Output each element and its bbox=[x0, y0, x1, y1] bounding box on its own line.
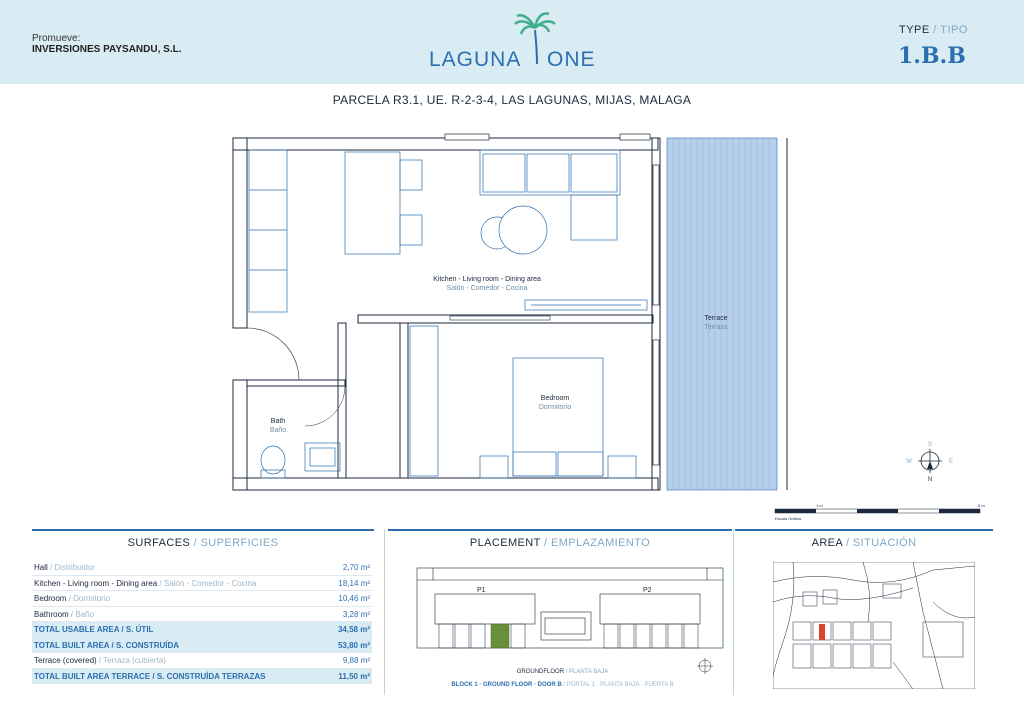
compass-s: S bbox=[927, 442, 933, 448]
placement-location-en: BLOCK 1 · GROUND FLOOR · DOOR B bbox=[451, 682, 562, 688]
divider-surfaces bbox=[32, 529, 374, 531]
surface-value: 18,14 m² bbox=[338, 578, 370, 588]
placement-plan bbox=[415, 566, 725, 686]
surface-value: 11,50 m² bbox=[338, 671, 370, 681]
surface-label: Bathroom bbox=[34, 609, 69, 619]
dining-table bbox=[345, 152, 422, 254]
surface-label-es: S. CONSTRUÍDA bbox=[115, 640, 180, 650]
surface-row: Terrace (covered) / Terraza (cubierta) 9,88 m² bbox=[32, 653, 372, 669]
room-label-living: Kitchen - Living room - Dining area bbox=[433, 276, 541, 283]
bed bbox=[480, 358, 636, 478]
surface-label-es: S. CONSTRUÍDA TERRAZAS bbox=[156, 671, 266, 681]
surface-value: 34,58 m² bbox=[337, 625, 370, 634]
tv-unit bbox=[525, 300, 647, 310]
compass-n: N bbox=[927, 477, 933, 483]
placement-p1: P1 bbox=[477, 587, 486, 594]
type-label-es: TIPO bbox=[940, 24, 968, 36]
surface-label: TOTAL BUILT AREA TERRACE bbox=[34, 671, 151, 681]
windows bbox=[445, 134, 659, 465]
type-label-en: TYPE bbox=[899, 24, 930, 36]
surfaces-table bbox=[32, 560, 372, 684]
entry-door-swing bbox=[247, 328, 299, 380]
compass-w: W bbox=[906, 459, 912, 465]
bathroom-fixtures bbox=[261, 443, 340, 478]
highlighted-unit bbox=[491, 624, 509, 648]
scale-bar bbox=[773, 500, 988, 524]
kitchen-counter bbox=[249, 150, 287, 312]
scale-note: Escala Gráfica bbox=[775, 516, 802, 521]
logo-word-right: ONE bbox=[547, 48, 596, 71]
area-title-en: AREA bbox=[811, 537, 843, 549]
surface-row-total: TOTAL BUILT AREA / S. CONSTRUÍDA 53,80 m² bbox=[32, 638, 372, 654]
area-map bbox=[773, 562, 975, 689]
area-title-es: SITUACIÓN bbox=[852, 537, 917, 549]
surface-value: 10,46 m² bbox=[338, 594, 370, 603]
promoter-label: Promueve: bbox=[32, 33, 81, 44]
logo-word-left: LAGUNA bbox=[429, 48, 522, 71]
surface-row: Bedroom / Dormitorio 10,46 m² bbox=[32, 591, 372, 607]
scale-end: 5 m bbox=[978, 503, 985, 508]
surface-label: Hall bbox=[34, 563, 48, 572]
placement-location-es: PORTAL 1 · PLANTA BAJA · PUERTA B bbox=[566, 682, 674, 688]
room-label-bath: Bath bbox=[270, 418, 286, 425]
surface-label: Terrace (covered) bbox=[34, 656, 97, 665]
room-label-terrace: Terrace bbox=[704, 315, 728, 322]
surface-label: Kitchen - Living room - Dining area bbox=[34, 578, 158, 588]
room-label-bedroom: Bedroom bbox=[540, 395, 570, 402]
placement-title-en: PLACEMENT bbox=[469, 537, 541, 549]
surface-value: 3,28 m² bbox=[342, 609, 370, 619]
type-value: 1.B.B bbox=[898, 43, 966, 69]
surface-value: 9,88 m² bbox=[342, 656, 370, 665]
placement-title: PLACEMENT / EMPLAZAMIENTO bbox=[469, 537, 651, 549]
surface-row-total: TOTAL USABLE AREA / S. ÚTIL 34,58 m² bbox=[32, 622, 372, 638]
surfaces-title: SURFACES / SUPERFICIES bbox=[127, 537, 279, 549]
laguna-one-logo bbox=[425, 12, 600, 74]
surface-label-es: Distribuidor bbox=[54, 563, 95, 572]
compass-icon bbox=[900, 437, 960, 485]
placement-p2: P2 bbox=[643, 587, 652, 594]
surface-label-es: S. ÚTIL bbox=[125, 625, 154, 634]
promoter-name: INVERSIONES PAYSANDU, S.L. bbox=[32, 44, 182, 55]
surface-label-es: Dormitorio bbox=[73, 594, 111, 603]
sliding-door bbox=[450, 316, 550, 320]
surface-value: 2,70 m² bbox=[342, 563, 370, 572]
divider-area bbox=[735, 529, 993, 531]
surface-label: Bedroom bbox=[34, 594, 67, 603]
vertical-divider-1 bbox=[384, 529, 385, 695]
placement-floor-label: GROUNDFLOOR bbox=[516, 669, 565, 675]
surfaces-title-en: SURFACES bbox=[127, 537, 191, 549]
placement-title-es: EMPLAZAMIENTO bbox=[550, 537, 651, 549]
placement-units bbox=[439, 624, 698, 648]
surface-label-es: Salón - Comedor - Cocina bbox=[163, 578, 257, 588]
type-label: TYPE / TIPO bbox=[899, 24, 968, 36]
scale-mid: 1 m bbox=[816, 503, 823, 508]
divider-placement bbox=[388, 529, 732, 531]
bath-door-swing bbox=[305, 386, 345, 426]
surface-label-es: Terraza (cubierta) bbox=[103, 656, 166, 665]
placement-floor-caption: GROUNDFLOOR / PLANTA BAJA bbox=[516, 669, 609, 675]
room-sub-bath: Baño bbox=[269, 427, 287, 434]
round-table bbox=[481, 206, 547, 254]
walls bbox=[233, 138, 660, 490]
surface-row: Kitchen - Living room - Dining area / Salón - Comedor - Cocina 18,14 m² bbox=[32, 576, 372, 592]
room-sub-living: Salón - Comedor - Cocina bbox=[446, 285, 528, 292]
surface-row: Hall / Distribuidor 2,70 m² bbox=[32, 560, 372, 576]
terrace-area bbox=[667, 138, 777, 490]
wardrobe bbox=[410, 326, 438, 476]
placement-location-caption: BLOCK 1 · GROUND FLOOR · DOOR B / PORTAL 1 · PLANTA BAJA · PUERTA B bbox=[451, 682, 674, 688]
surface-label: TOTAL USABLE AREA bbox=[34, 625, 120, 634]
surface-row-total: TOTAL BUILT AREA TERRACE / S. CONSTRUÍDA TERRAZAS 11,50 m² bbox=[32, 669, 372, 685]
compass-e: E bbox=[948, 459, 954, 465]
surface-row: Bathroom / Baño 3,28 m² bbox=[32, 607, 372, 623]
address-line: PARCELA R3.1, UE. R-2-3-4, LAS LAGUNAS, MIJAS, MALAGA bbox=[332, 93, 692, 107]
header-band bbox=[0, 0, 1024, 84]
placement-floor-label-es: PLANTA BAJA bbox=[569, 669, 609, 675]
surface-value: 53,80 m² bbox=[337, 640, 370, 650]
surfaces-title-es: SUPERFICIES bbox=[200, 537, 279, 549]
area-title: AREA / SITUACIÓN bbox=[811, 537, 917, 549]
area-location-marker bbox=[819, 624, 825, 640]
surface-label: TOTAL BUILT AREA bbox=[34, 640, 110, 650]
room-sub-terrace: Terraza bbox=[704, 324, 728, 331]
surface-label-es: Baño bbox=[75, 609, 95, 619]
floor-plan bbox=[225, 130, 795, 500]
room-sub-bedroom: Dormitorio bbox=[538, 404, 572, 411]
